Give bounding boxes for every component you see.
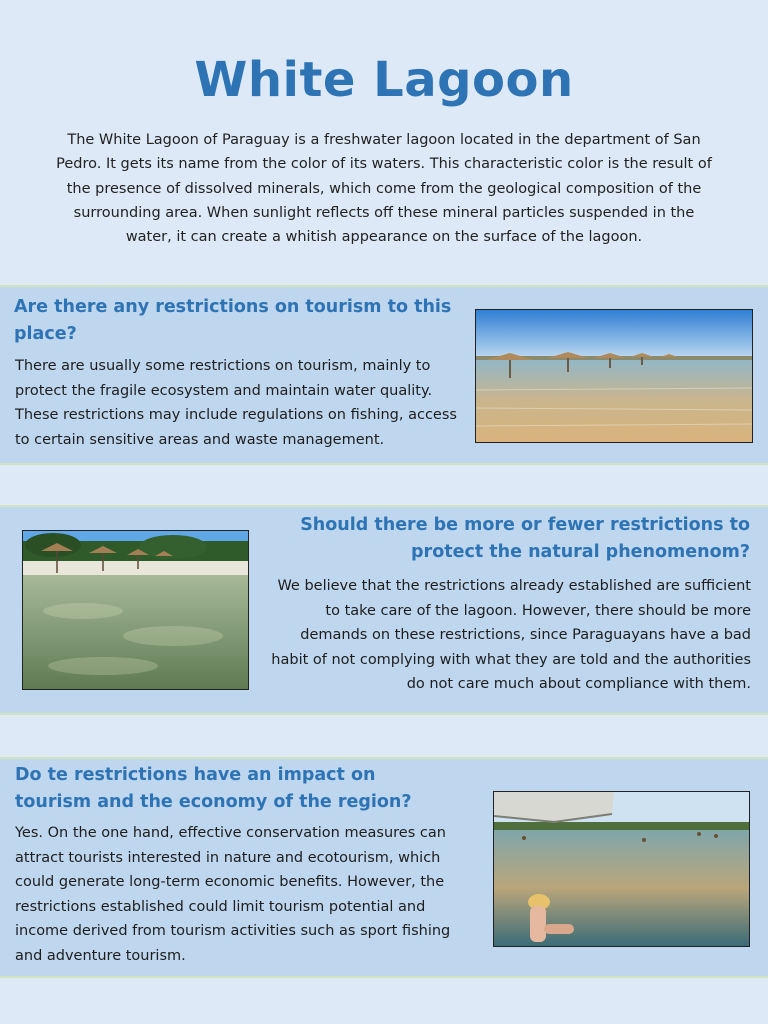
- lagoon-umbrellas-photo: [475, 309, 753, 443]
- section-heading: Are there any restrictions on tourism to this place?: [14, 297, 452, 344]
- lagoon-sunbather-photo: [493, 791, 750, 947]
- section-tourism-restrictions: [0, 285, 768, 465]
- section-body: We believe that the restrictions already established are sufficient to take care of the lagoon. However, there should be more demands on these restrictions, since Paraguayans have a bad habit of not complying with what they are told and the authorities do not care much about compliance with them.: [271, 578, 751, 692]
- section-body: Yes. On the one hand, effective conservation measures can attract tourists interested in nature and ecotourism, which could generate long-term economic benefits. However, the restrictions established could limit tourism potential and income derived from tourism activities such as sport fishing and adventure tourism.: [15, 825, 451, 964]
- section-heading: Should there be more or fewer restrictions to protect the natural phenomenom?: [300, 515, 750, 562]
- intro-paragraph: The White Lagoon of Paraguay is a freshwater lagoon located in the department of San Pedro. It gets its name from the color of its waters. This characteristic color is the result of the presence of dissolved minerals, which come from the geological composition of the surrounding area. When sunlight reflects off these mineral particles suspended in the water, it can create a whitish appearance on the surface of the lagoon.: [56, 132, 712, 246]
- lagoon-beach-photo: [22, 530, 249, 690]
- section-body: There are usually some restrictions on tourism, mainly to protect the fragile ecosystem and maintain water quality. These restrictions may include regulations on fishing, access to certain sensitive areas and waste management.: [15, 358, 457, 448]
- section-heading: Do te restrictions have an impact on tourism and the economy of the region?: [15, 765, 412, 812]
- page-title: White Lagoon: [194, 52, 574, 108]
- section-more-or-fewer-restrictions: [0, 505, 768, 715]
- section-impact-on-tourism: [0, 757, 768, 978]
